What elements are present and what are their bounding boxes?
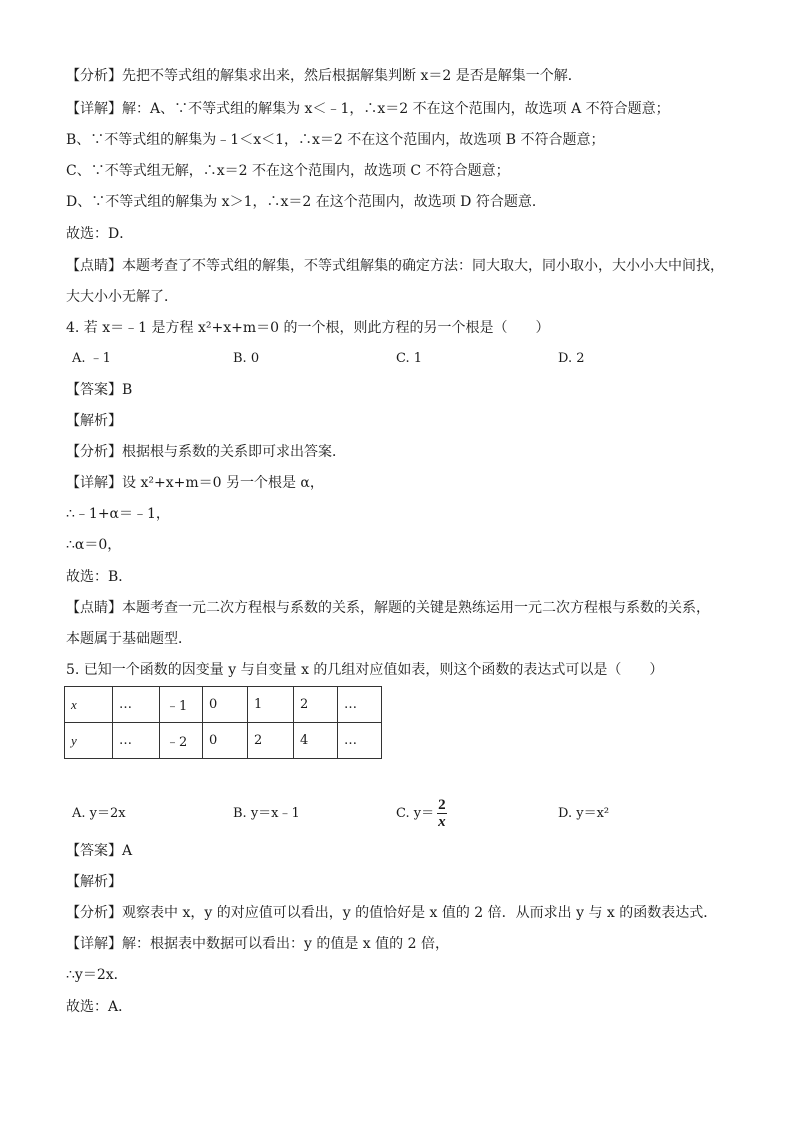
- table-cell: 2: [294, 687, 338, 723]
- q5-parse-heading: 【解析】: [66, 874, 122, 890]
- q5-stem: 5. 已知一个函数的因变量 y 与自变量 x 的几组对应值如表，则这个函数的表达式可以是（ ）: [66, 662, 664, 678]
- q3-option-b: B、∵不等式组的解集为﹣1＜x＜1，∴x＝2 不在这个范围内，故选项 B 不符合题意；: [66, 132, 605, 148]
- q4-step2: ∴α＝0，: [66, 537, 122, 553]
- q4-analysis: 【分析】根据根与系数的关系即可求出答案．: [66, 444, 346, 460]
- q3-option-c: C、∵不等式组无解，∴x＝2 不在这个范围内，故选项 C 不符合题意；: [66, 163, 510, 179]
- q4-comment-line2: 本题属于基础题型．: [66, 631, 192, 647]
- q5-value-table: [64, 686, 382, 759]
- fraction-denominator: x: [438, 813, 446, 830]
- q5-analysis: 【分析】观察表中 x，y 的对应值可以看出，y 的值恰好是 x 值的 2 倍．从而求出 y 与 x 的函数表达式．: [66, 905, 718, 921]
- table-cell: …: [338, 687, 382, 723]
- table-cell: 0: [203, 723, 248, 759]
- q3-option-d: D、∵不等式组的解集为 x＞1，∴x＝2 在这个范围内，故选项 D 符合题意．: [66, 194, 546, 210]
- q3-detail: 【详解】解：A、∵不等式组的解集为 x＜﹣1，∴x＝2 不在这个范围内，故选项 A 不符合题意；: [66, 101, 670, 117]
- q4-option-a: A. ﹣1: [72, 351, 111, 366]
- fraction-numerator: 2: [438, 796, 446, 813]
- table-cell: ﹣1: [160, 687, 203, 723]
- q4-step1: ∴﹣1+α＝﹣1，: [66, 506, 170, 522]
- q4-detail: 【详解】设 x²+x+m＝0 另一个根是 α，: [66, 475, 324, 491]
- q4-parse-heading: 【解析】: [66, 413, 122, 429]
- q5-choose: 故选：A．: [66, 999, 133, 1015]
- q5-option-b: B. y＝x﹣1: [233, 806, 300, 821]
- table-cell: 0: [203, 687, 248, 723]
- q3-comment-line2: 大大小小无解了．: [66, 289, 178, 305]
- table-cell: 2: [248, 723, 294, 759]
- table-cell: …: [113, 723, 160, 759]
- q3-comment-line1: 【点睛】本题考查了不等式组的解集，不等式组解集的确定方法：同大取大，同小取小，大小小大中间找，: [66, 258, 724, 274]
- q4-option-d: D. 2: [558, 351, 585, 366]
- table-cell: x: [65, 687, 113, 723]
- q4-answer: 【答案】B: [66, 382, 133, 398]
- q3-choose: 故选：D．: [66, 226, 134, 242]
- fraction: [437, 798, 447, 830]
- q4-choose: 故选：B．: [66, 569, 133, 585]
- q5-detail: 【详解】解：根据表中数据可以看出：y 的值是 x 值的 2 倍，: [66, 936, 449, 952]
- table-row: [65, 687, 382, 723]
- table-cell: …: [338, 723, 382, 759]
- table-row: [65, 723, 382, 759]
- q4-stem: 4. 若 x＝﹣1 是方程 x²+x+m＝0 的一个根，则此方程的另一个根是（ ）: [66, 320, 550, 336]
- q5-answer: 【答案】A: [66, 843, 133, 859]
- q4-comment-line1: 【点睛】本题考查一元二次方程根与系数的关系，解题的关键是熟练运用一元二次方程根与系数的关系，: [66, 600, 710, 616]
- q5-option-a: A. y＝2x: [72, 806, 126, 821]
- q4-option-b: B. 0: [233, 351, 260, 366]
- table-cell: 1: [248, 687, 294, 723]
- table-cell: …: [113, 687, 160, 723]
- q5-result: ∴y＝2x．: [66, 967, 128, 983]
- q4-option-c: C. 1: [396, 351, 423, 366]
- q5-option-c: [396, 797, 447, 831]
- table-cell: 4: [294, 723, 338, 759]
- q5-option-d: D. y＝x²: [558, 806, 610, 821]
- table-cell: y: [65, 723, 113, 759]
- table-cell: ﹣2: [160, 723, 203, 759]
- q5-option-c-label: C. y＝: [396, 806, 435, 821]
- q3-analysis: 【分析】先把不等式组的解集求出来，然后根据解集判断 x＝2 是否是解集一个解．: [66, 68, 582, 84]
